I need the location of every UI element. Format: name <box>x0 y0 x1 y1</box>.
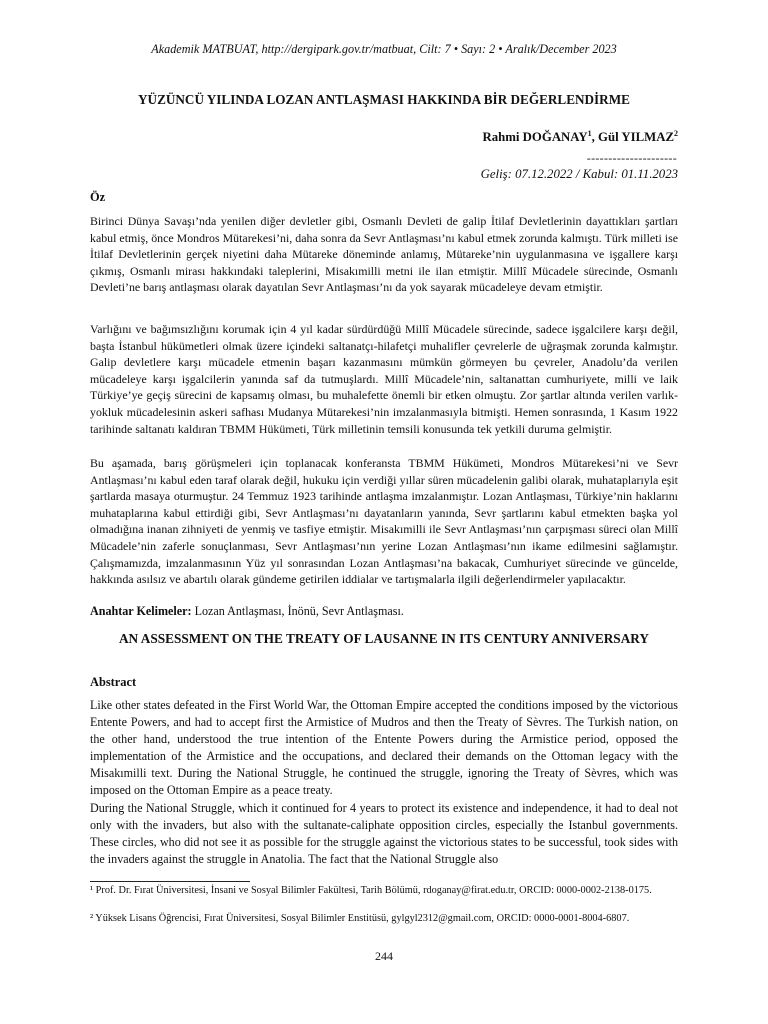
submission-dates: Geliş: 07.12.2022 / Kabul: 01.11.2023 <box>480 167 678 181</box>
article-title-en: AN ASSESSMENT ON THE TREATY OF LAUSANNE IN ITS CENTURY ANNIVERSARY <box>118 631 650 646</box>
abstract-heading: Abstract <box>90 675 137 689</box>
author-name: Gül YILMAZ <box>598 130 674 144</box>
oz-paragraph: Bu aşamada, barış görüşmeleri için toplanacak konferansta TBMM Hükümeti, Mondros Mütarekesi’ni ve Sevr Antlaşması’nı kabul eden taraf olarak değil, hukuku için verdiği yıllar süren mücadelenin galibi olarak, muhataplarıyla eşit şartlarda masaya oturmuştur. 24 Temmuz 1923 tarihinde antlaşma imzalanmıştır. Lozan Antlaşması, Türkiye’nin haklarını muhataplarına kabul ettirdiği gibi, Sevr Antlaşması’nı dayatanların yanında, Sevr şartlarını kabul etmekten başka yol olmadığına inanan zihniyeti de yenmiş ve tasfiye etmiştir. Misakımilli ile Sevr Antlaşması’nın çarpışması süreci olan Millî Mücadele’nin zaferle sonuçlanması, Sevr Antlaşması’nın yerine Lozan Antlaşması’nın ikame edilmesini sağlamıştır. Çalışmamızda, imzalanmasının Yüz yıl sonrasından Lozan Antlaşması’na bakacak, Cumhuriyet sürecinde ve güncelde, hakkında asılsız ve abartılı olarak gündeme getirilen iddialar ve tartışmalarla ilgili değerlendirmeler yapılacaktır. <box>90 456 678 587</box>
oz-heading: Öz <box>90 190 106 204</box>
footnote-mark[interactable]: 2 <box>674 129 678 138</box>
author-name: Rahmi DOĞANAY <box>482 130 588 144</box>
page-number: 244 <box>375 949 393 963</box>
running-header: Akademik MATBUAT, http://dergipark.gov.tr/matbuat, Cilt: 7 • Sayı: 2 • Aralık/December 2023 <box>151 42 617 56</box>
keywords-text: Lozan Antlaşması, İnönü, Sevr Antlaşması. <box>191 604 404 618</box>
date-separator: --------------------- <box>586 151 677 165</box>
abstract-paragraph: During the National Struggle, which it continued for 4 years to protect its existence and independence, it had to deal not only with the invaders, but also with the sultanate-caliphate opposition circles, especially the Istanbul governments. These circles, who did not see it as possible for the struggle against the victorious states to be successful, took sides with the invaders against the struggle in Anatolia. The fact that the National Struggle also <box>90 801 678 866</box>
keywords-label: Anahtar Kelimeler: <box>90 604 192 618</box>
footnote: ¹ Prof. Dr. Fırat Üniversitesi, İnsani ve Sosyal Bilimler Fakültesi, Tarih Bölümü, rdoganay@firat.edu.tr, ORCID: 0000-0002-2138-0175. <box>90 885 652 896</box>
footnote-divider <box>90 881 250 882</box>
footnote: ² Yüksek Lisans Öğrencisi, Fırat Üniversitesi, Sosyal Bilimler Enstitüsü, gylgyl2312@gmail.com, ORCID: 0000-0001-8004-6807. <box>90 913 630 924</box>
article-title-tr: YÜZÜNCÜ YILINDA LOZAN ANTLAŞMASI HAKKINDA BİR DEĞERLENDİRME <box>138 92 630 107</box>
abstract-paragraph: Like other states defeated in the First World War, the Ottoman Empire accepted the conditions imposed by the victorious Entente Powers, and had to accept first the Armistice of Mudros and then the Treaty of Sèvres. The Turkish nation, on the other hand, understood the true intention of the Entente Powers during the Armistice period, opposed the implementation of the Armistice and the occupations, and declared their demands on the Ottoman legacy with the Misakımilli text. During the National Struggle, he continued the struggle, ignoring the Treaty of Sèvres, which was imposed on the Ottoman Empire as a peace treaty. <box>90 698 678 797</box>
author-separator: , <box>591 130 599 144</box>
keywords-line <box>90 604 404 619</box>
oz-paragraph: Varlığını ve bağımsızlığını korumak için 4 yıl kadar sürdürdüğü Millî Mücadele sürecinde, sadece işgalcilere karşı değil, başta İstanbul hükümetleri olmak üzere içindeki saltanatçı-hilafetçi muhalifler çevrelerle de uğraşmak zorunda kalmıştır. Galip devletlere karşı mücadele etmenin başarı kazanmasını mümkün görmeyen bu çevreler, Anadolu’da verilen mücadeleye karşı işgalcilerin yanında saf da tutmuşlardı. Millî Mücadele’nin, saltanattan cumhuriyete, milli ve laik Türkiye’ye geçiş sürecini de kapsamış olması, bu muhalefette önemli bir etken olmuştu. Zor şartlar altında verilen varlık-yokluk mücadelesinin askeri safhası Mudanya Mütarekesi’nin imzalanmasıyla bitmişti. Hemen sonrasında, 1 Kasım 1922 tarihinde saltanatı kaldıran TBMM Hükümeti, Türk milletinin temsili konusunda tek yetkili duruma gelmiştir. <box>90 322 678 436</box>
oz-paragraph: Birinci Dünya Savaşı’nda yenilen diğer devletler gibi, Osmanlı Devleti de galip İtilaf Devletlerinin dayattıkları şartları kabul etmiş, önce Mondros Mütarekesi’ni, daha sonra da Sevr Antlaşması’nı kabul etmek zorunda kalmıştı. Türk milleti ise İtilaf Devletlerinin gerçek niyetini daha Mütareke döneminde anlamış, Mütareke’nin uygulanmasına ve işgallere karşı çıkmış, Osmanlı mirası hakkındaki taleplerini, Misakımilli metni ile ilan etmiştir. Millî Mücadele sürecinde, Osmanlı Devleti’ne barış antlaşması olarak dayatılan Sevr Antlaşması’nı da yok sayarak mücadeleye devam etmiştir. <box>90 214 678 295</box>
author-line <box>483 130 679 145</box>
footnote-mark[interactable]: 1 <box>587 129 592 138</box>
